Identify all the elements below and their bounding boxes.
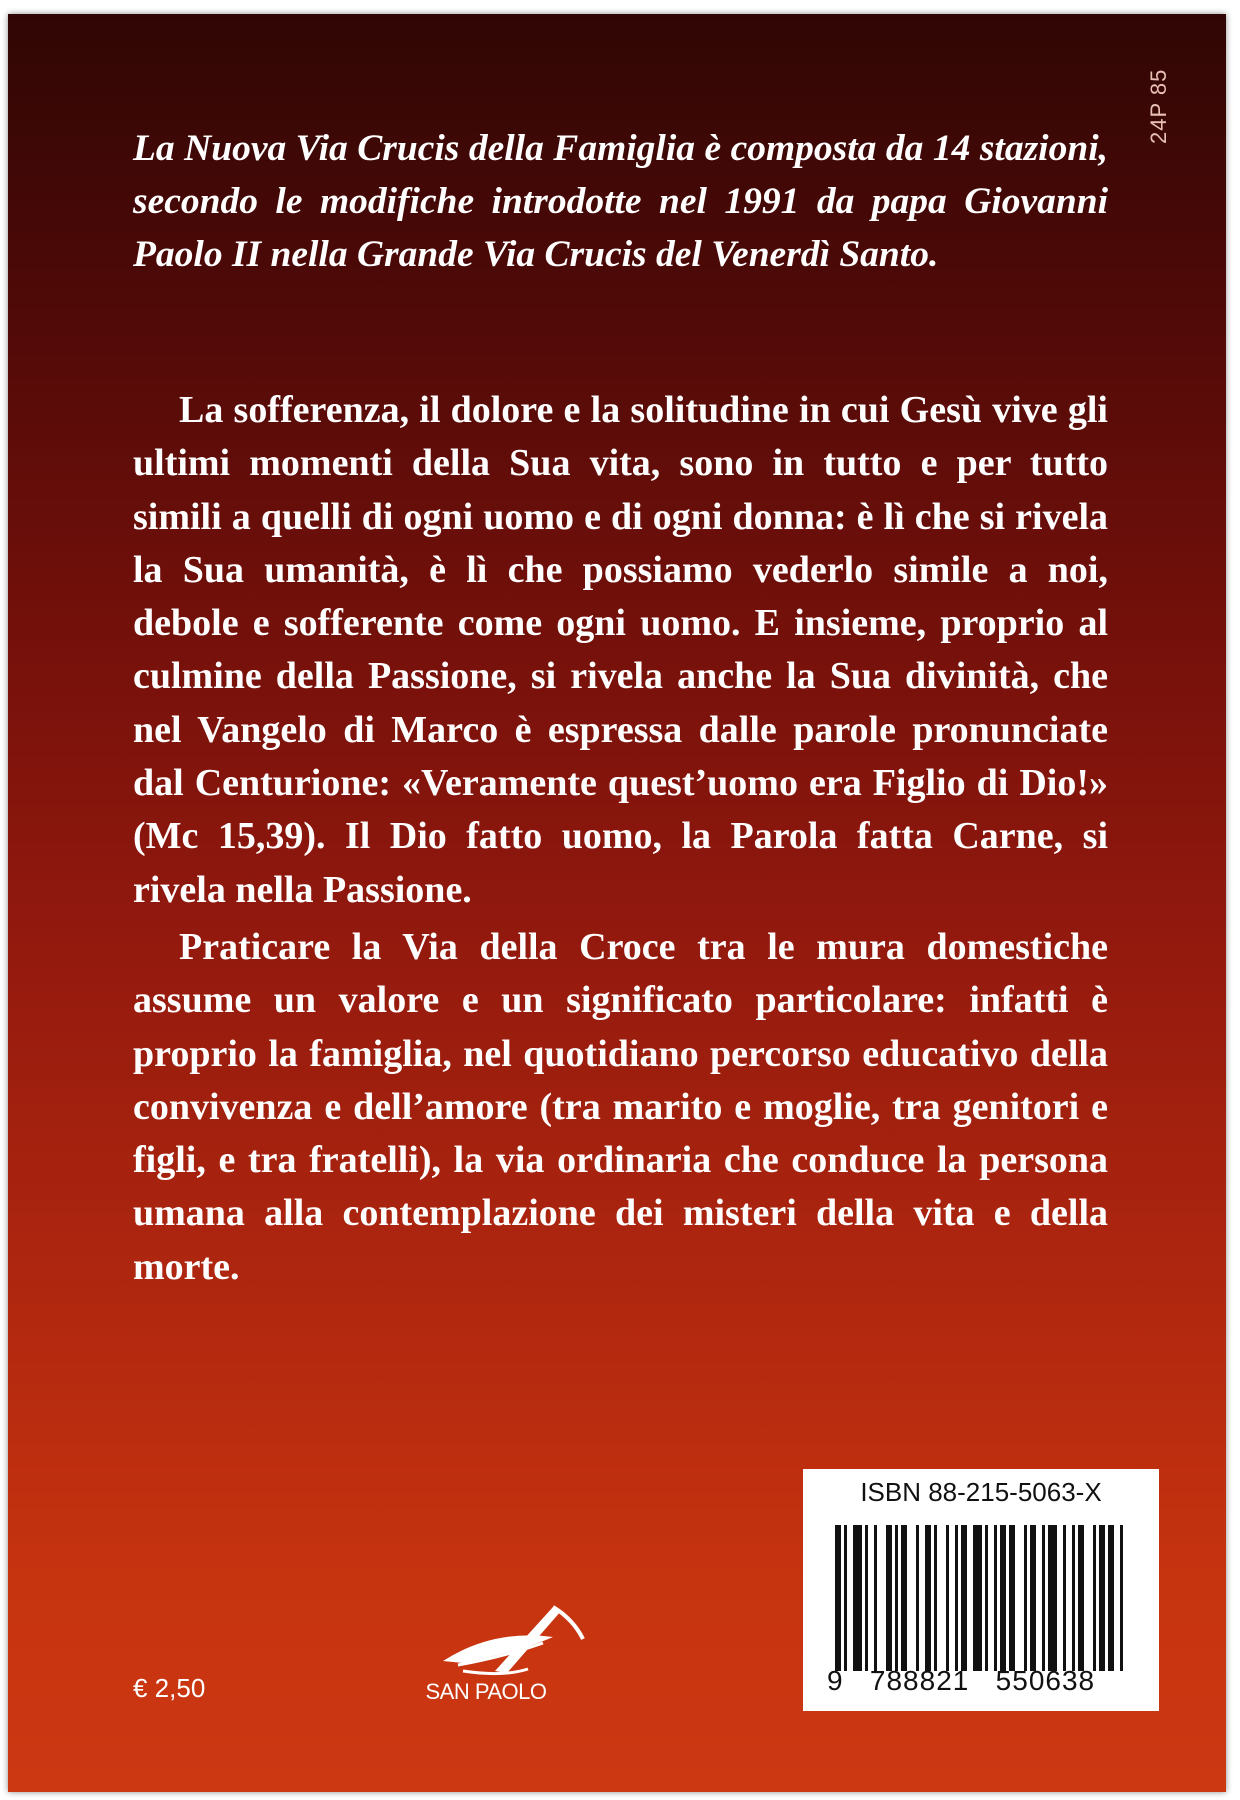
barcode-bar	[1042, 1525, 1045, 1671]
barcode-bar	[916, 1525, 919, 1671]
barcode-bar	[901, 1525, 907, 1671]
barcode-bar	[955, 1525, 958, 1671]
publisher-logo	[403, 1599, 633, 1709]
barcode-bar	[874, 1525, 877, 1671]
body-paragraph-2: Praticare la Via della Croce tra le mura domestiche assume un valore e un significato particolare: infatti è proprio la famiglia, nel quotidiano percorso educativo della convivenza e dell’amore (tra marito e moglie, tra genitori e figli, e tra fratelli), la via ordinaria che conduce la persona umana alla contemplazione dei misteri della vita e della morte.	[133, 925, 1108, 1288]
barcode-bar	[886, 1525, 892, 1671]
barcode-bar	[1030, 1525, 1036, 1671]
barcode-bar	[1093, 1525, 1096, 1671]
barcode-bar	[1063, 1525, 1066, 1671]
barcode-bar	[1099, 1525, 1105, 1671]
barcode-bar	[1024, 1525, 1027, 1671]
barcode-bar	[853, 1525, 862, 1671]
barcode-bar	[1108, 1525, 1114, 1671]
body-text	[133, 384, 1108, 1294]
barcode-bar	[946, 1525, 949, 1671]
intro-text: La Nuova Via Crucis della Famiglia è composta da 14 stazioni, secondo le modifiche introdotte nel 1991 da papa Giovanni Paolo II nella Grande Via Crucis del Venerdì Santo.	[133, 128, 1108, 275]
barcode-panel	[803, 1469, 1159, 1711]
barcode-bar	[1120, 1525, 1123, 1671]
barcode-bar	[985, 1525, 988, 1671]
barcode-bar	[925, 1525, 931, 1671]
body-paragraph-1: La sofferenza, il dolore e la solitudine in cui Gesù vive gli ultimi momenti della Sua vita, sono in tutto e per tutto simili a quelli di ogni uomo e di ogni donna: è lì che si rivela la Sua umanità, è lì che possiamo vederlo simile a noi, debole e sofferente come ogni uomo. E insieme, proprio al culmine della Passione, si rivela anche la Sua divinità, che nel Vangelo di Marco è espressa dalle parole pronunciate dal Centurione: «Veramente quest’uomo era Figlio di Dio!» (Mc 15,39). Il Dio fatto uomo, la Parola fatta Carne, si rivela nella Passione.	[133, 389, 1108, 911]
barcode-bar	[1072, 1525, 1075, 1671]
price-label: € 2,50	[133, 1673, 206, 1703]
book-back-cover	[8, 14, 1226, 1792]
publisher-name: SAN PAOLO	[425, 1679, 547, 1704]
barcode-bar	[844, 1525, 847, 1671]
san-paolo-logo-icon	[403, 1599, 633, 1689]
barcode-bar	[961, 1525, 967, 1671]
barcode-bar	[835, 1525, 841, 1671]
barcode-bar	[973, 1525, 982, 1671]
barcode-bar	[934, 1525, 937, 1671]
side-code: 24P 85	[1146, 68, 1171, 144]
barcode-bar	[1000, 1525, 1006, 1671]
barcode-digits: 9 788821 550638	[827, 1665, 1096, 1696]
barcode-bar	[1009, 1525, 1015, 1671]
barcode-bar	[895, 1525, 898, 1671]
isbn-label: ISBN 88-215-5063-X	[860, 1477, 1102, 1507]
barcode-bar	[865, 1525, 868, 1671]
barcode-bar	[994, 1525, 997, 1671]
barcode-bar	[1078, 1525, 1084, 1671]
barcode-bar	[1048, 1525, 1057, 1671]
barcode-icon	[835, 1525, 1129, 1671]
